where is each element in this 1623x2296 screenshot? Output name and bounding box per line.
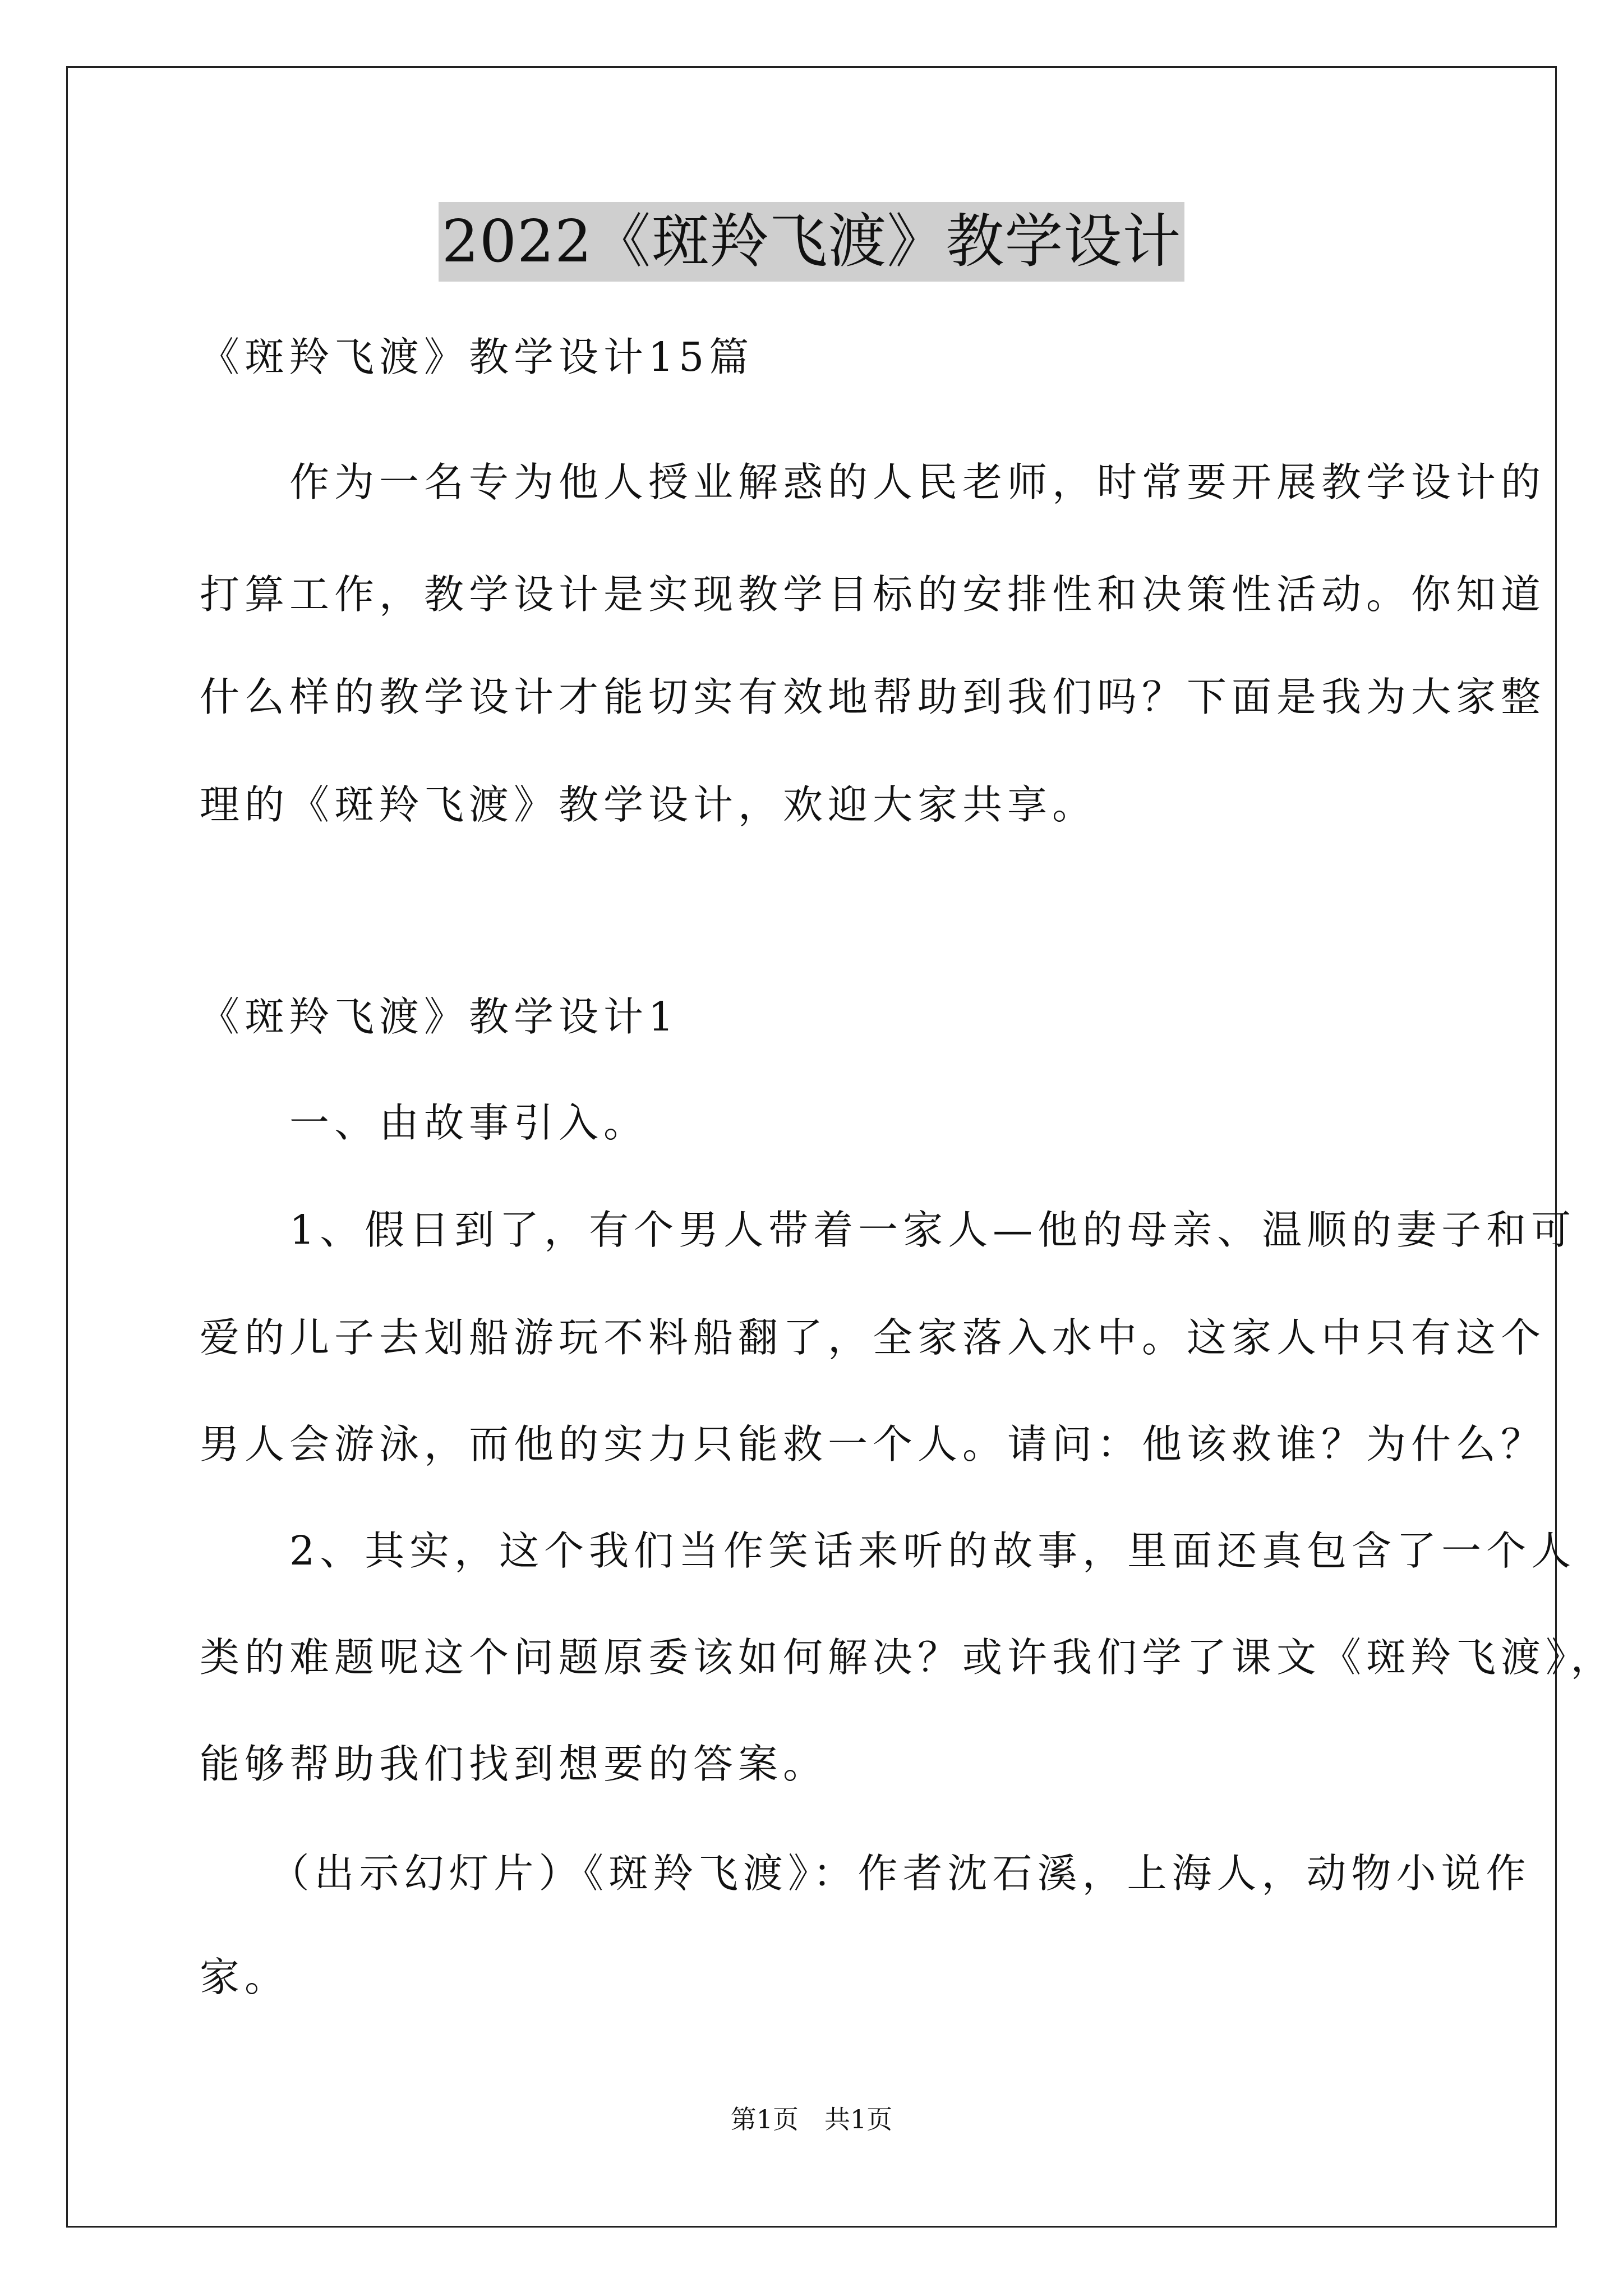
paragraph-line: 爱的儿子去划船游玩不料船翻了，全家落入水中。这家人中只有这个: [200, 1314, 1546, 1361]
paragraph-line: 一、由故事引入。: [200, 1099, 649, 1146]
title-container: [0, 202, 1623, 282]
paragraph-line: 能够帮助我们找到想要的答案。: [200, 1741, 828, 1787]
paragraph-line: （出示幻灯片）《斑羚飞渡》：作者沈石溪，上海人，动物小说作: [200, 1850, 1531, 1897]
document-title: 2022《斑羚飞渡》教学设计: [439, 202, 1185, 282]
paragraph-line: 作为一名专为他人授业解惑的人民老师，时常要开展教学设计的: [200, 459, 1546, 505]
paragraph-line: 1、假日到了，有个男人带着一家人—他的母亲、温顺的妻子和可: [200, 1207, 1576, 1253]
paragraph-line: 类的难题呢这个问题原委该如何解决？或许我们学了课文《斑羚飞渡》，: [200, 1634, 1616, 1681]
section-heading: 《斑羚飞渡》教学设计1: [200, 993, 679, 1040]
paragraph-line: 男人会游泳，而他的实力只能救一个人。请问：他该救谁？为什么？: [200, 1421, 1546, 1467]
paragraph-line: 什么样的教学设计才能切实有效地帮助到我们吗？下面是我为大家整: [200, 674, 1546, 720]
paragraph-line: 打算工作，教学设计是实现教学目标的安排性和决策性活动。你知道: [200, 571, 1546, 618]
paragraph-line: 2、其实，这个我们当作笑话来听的故事，里面还真包含了一个人: [200, 1527, 1576, 1574]
page-footer: 第1页 共1页: [730, 2104, 893, 2134]
subtitle-line: 《斑羚飞渡》教学设计15篇: [200, 334, 754, 380]
paragraph-line: 理的《斑羚飞渡》教学设计，欢迎大家共享。: [200, 781, 1098, 828]
paragraph-line: 家。: [200, 1954, 290, 2000]
